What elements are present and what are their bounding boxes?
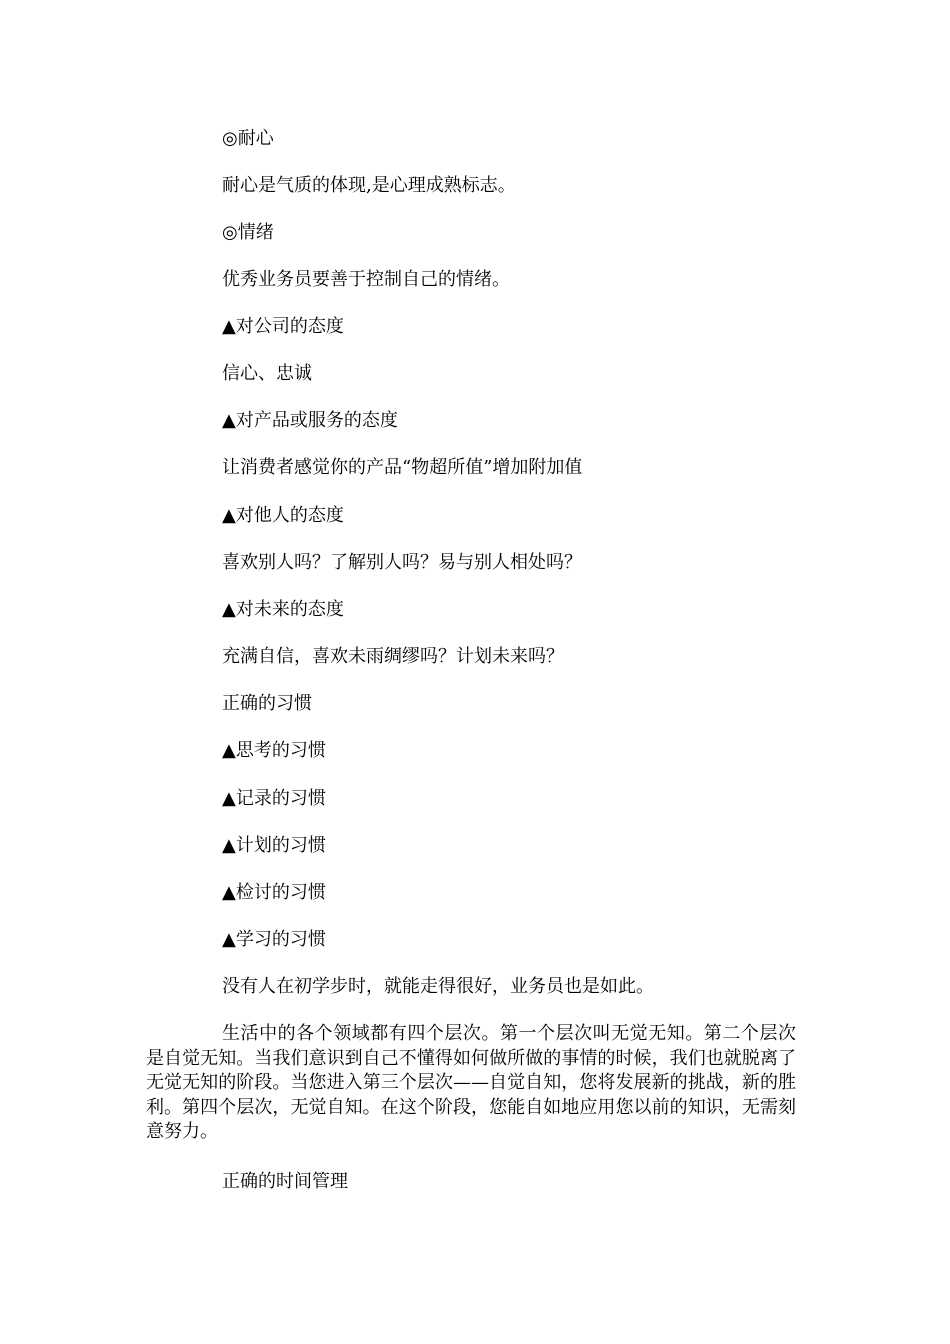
heading-correct-habits: 正确的习惯 xyxy=(222,693,312,714)
heading-time-management: 正确的时间管理 xyxy=(222,1171,348,1192)
heading-emotion: ◎情绪 xyxy=(222,222,274,243)
heading-company-attitude: ▲对公司的态度 xyxy=(222,316,344,337)
habit-recording: ▲记录的习惯 xyxy=(222,788,326,809)
habit-thinking: ▲思考的习惯 xyxy=(222,740,326,761)
heading-others-attitude: ▲对他人的态度 xyxy=(222,505,344,526)
heading-future-attitude: ▲对未来的态度 xyxy=(222,599,344,620)
text-first-steps: 没有人在初学步时，就能走得很好，业务员也是如此。 xyxy=(222,976,654,997)
text-company-attitude: 信心、忠诚 xyxy=(222,363,312,384)
text-others-attitude: 喜欢别人吗？了解别人吗？易与别人相处吗？ xyxy=(222,552,582,573)
heading-product-attitude: ▲对产品或服务的态度 xyxy=(222,410,398,431)
habit-reviewing: ▲检讨的习惯 xyxy=(222,882,326,903)
habit-planning: ▲计划的习惯 xyxy=(222,835,326,856)
text-patience: 耐心是气质的体现,是心理成熟标志。 xyxy=(222,175,516,196)
heading-patience: ◎耐心 xyxy=(222,128,274,149)
text-emotion: 优秀业务员要善于控制自己的情绪。 xyxy=(222,269,510,290)
habit-learning: ▲学习的习惯 xyxy=(222,929,326,950)
text-future-attitude: 充满自信，喜欢未雨绸缪吗？计划未来吗？ xyxy=(222,646,564,667)
paragraph-four-levels: 生活中的各个领域都有四个层次。第一个层次叫无觉无知。第二个层次是自觉无知。当我们意识到自己不懂得如何做所做的事情的时候，我们也就脱离了无觉无知的阶段。当您进入第三个层次——自觉自知，您将发展新的挑战，新的胜利。第四个层次，无觉自知。在这个阶段，您能自如地应用您以前的知识，无需刻意努力。 xyxy=(146,1023,796,1142)
text-product-attitude: 让消费者感觉你的产品“物超所值”增加附加值 xyxy=(222,457,583,478)
